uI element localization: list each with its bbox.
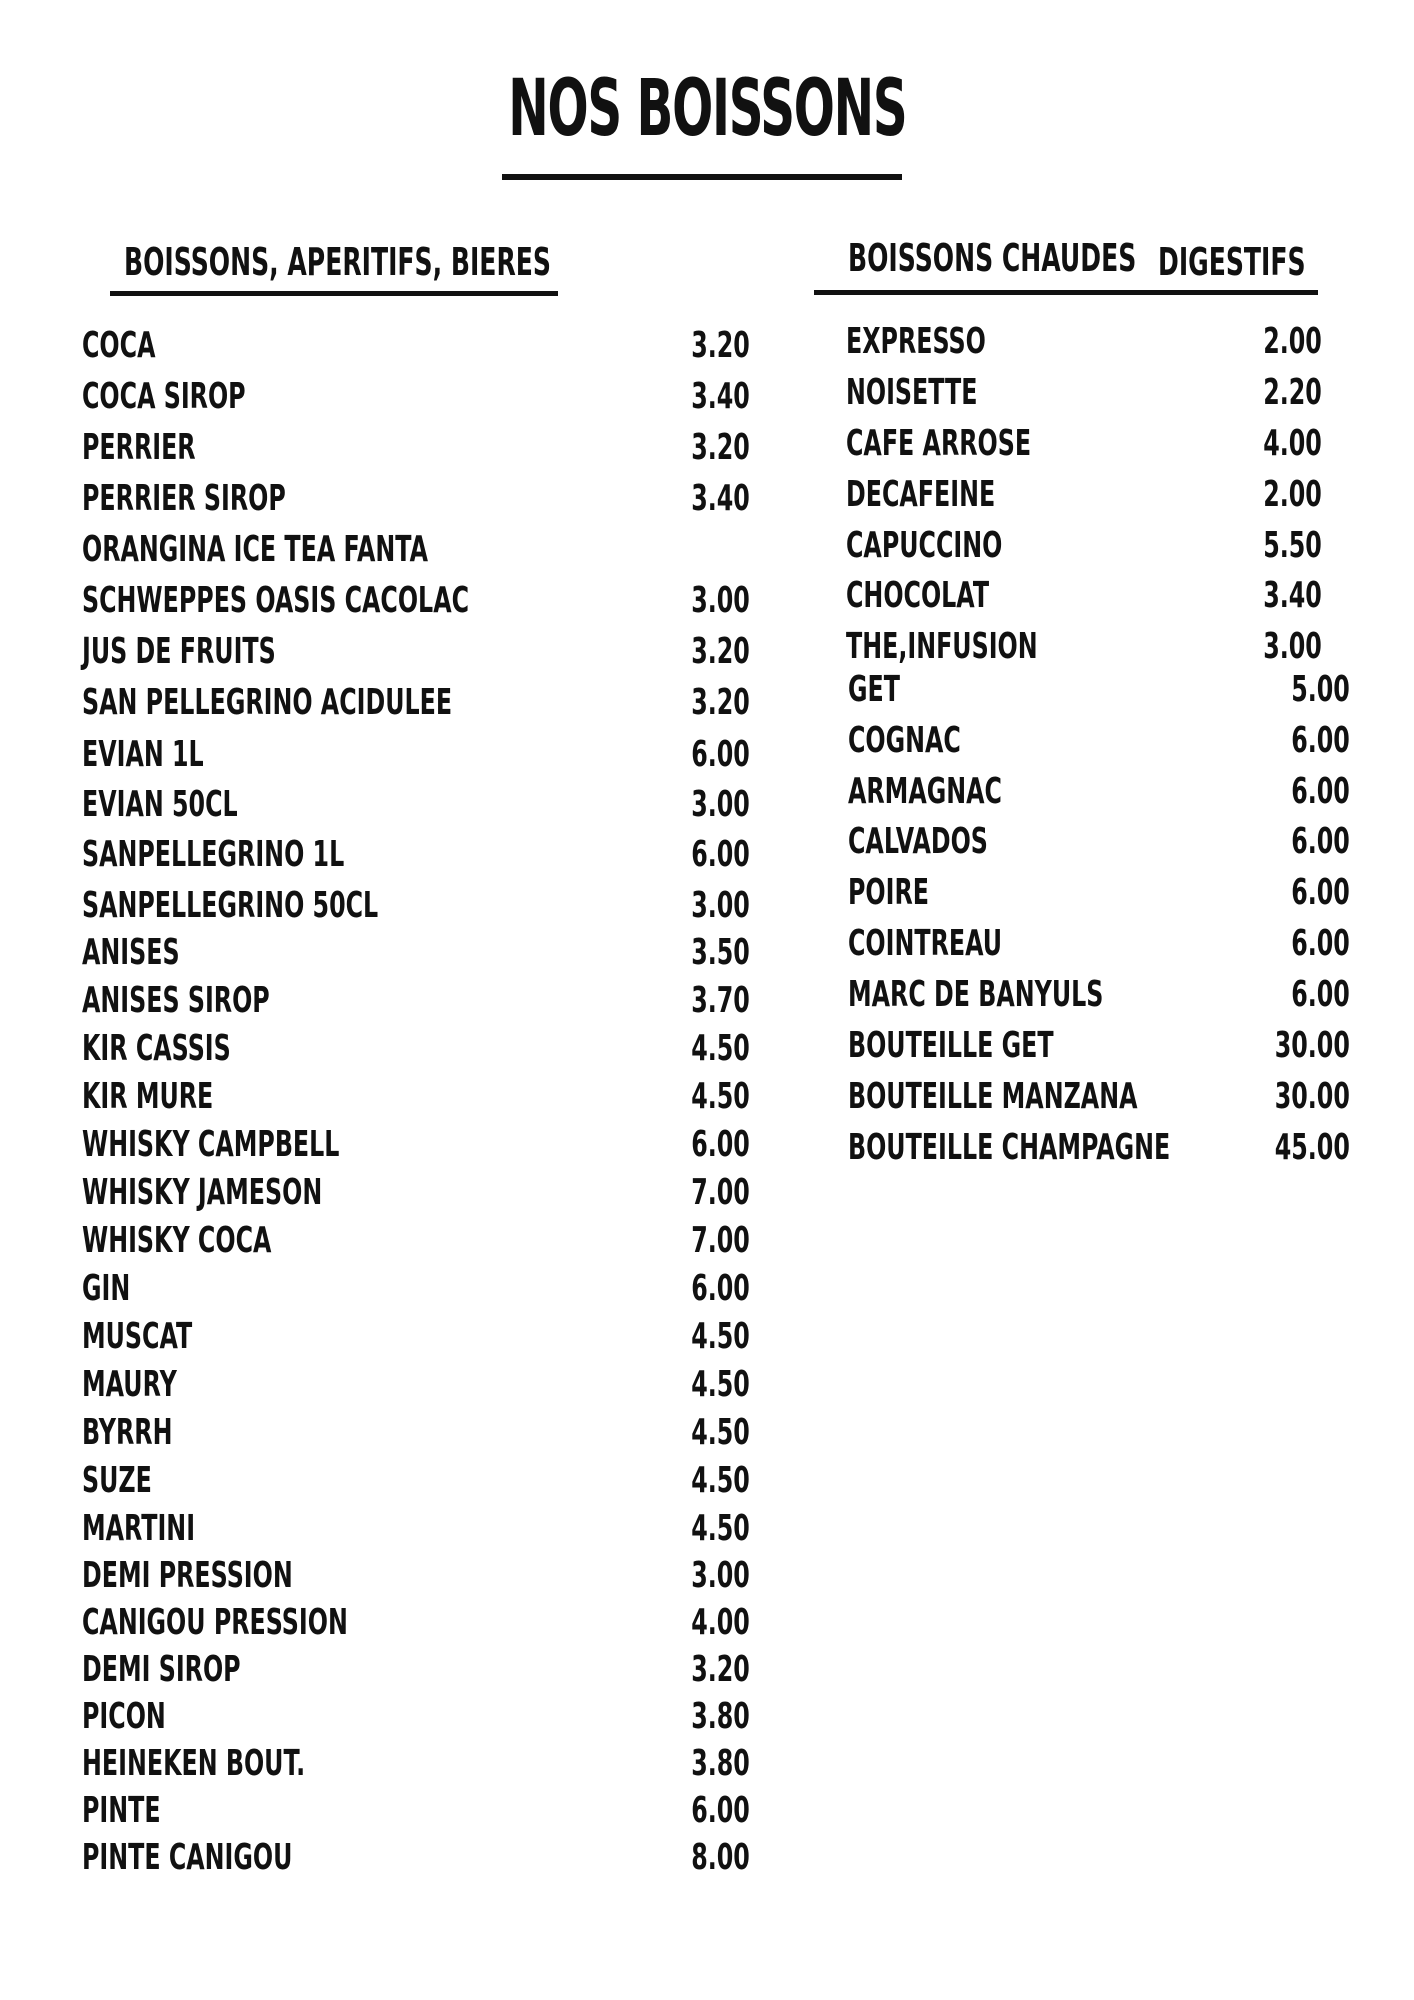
item-name: DECAFEINE — [846, 474, 996, 515]
item-price: 4.00 — [691, 1602, 750, 1643]
item-price: 3.00 — [1263, 626, 1322, 667]
section-heading-boissons-chaudes: BOISSONS CHAUDES — [848, 236, 1137, 280]
menu-item — [82, 1269, 750, 1309]
item-price: 7.00 — [691, 1172, 750, 1213]
item-price: 6.00 — [1291, 821, 1350, 862]
menu-item — [82, 428, 750, 468]
item-name: BOUTEILLE CHAMPAGNE — [848, 1127, 1171, 1168]
item-price: 6.00 — [691, 1124, 750, 1165]
item-price: 3.80 — [691, 1696, 750, 1737]
menu-item — [82, 785, 750, 825]
drinks-list-digestifs — [848, 0, 1350, 1200]
page-title: NOS BOISSONS — [508, 64, 907, 154]
menu-item — [82, 1125, 750, 1165]
item-price: 5.00 — [1291, 669, 1350, 710]
item-price: 4.50 — [691, 1460, 750, 1501]
item-name: BOUTEILLE MANZANA — [848, 1076, 1138, 1117]
menu-item — [82, 1173, 750, 1213]
menu-item — [848, 975, 1350, 1015]
item-price: 6.00 — [1291, 974, 1350, 1015]
item-name: ANISES SIROP — [82, 980, 270, 1021]
item-price: 6.00 — [691, 734, 750, 775]
item-price: 6.00 — [691, 1790, 750, 1831]
menu-item — [82, 581, 750, 621]
item-name: NOISETTE — [846, 372, 978, 413]
item-price: 4.50 — [691, 1364, 750, 1405]
item-name: WHISKY COCA — [82, 1220, 272, 1261]
menu-item — [82, 632, 750, 672]
item-name: KIR CASSIS — [82, 1028, 231, 1069]
item-price: 30.00 — [1274, 1025, 1350, 1066]
item-price: 3.40 — [1263, 575, 1322, 616]
item-name: CHOCOLAT — [846, 575, 990, 616]
item-price: 6.00 — [1291, 923, 1350, 964]
item-price: 2.00 — [1263, 474, 1322, 515]
item-price: 6.00 — [1291, 720, 1350, 761]
item-price: 3.00 — [691, 580, 750, 621]
item-price: 2.20 — [1263, 372, 1322, 413]
item-price: 3.20 — [691, 325, 750, 366]
menu-item — [848, 1128, 1350, 1168]
item-price: 6.00 — [691, 1268, 750, 1309]
menu-item — [82, 1697, 750, 1737]
item-name: PERRIER — [82, 427, 196, 468]
menu-item — [82, 933, 750, 973]
item-price: 2.00 — [1263, 321, 1322, 362]
item-price: 4.50 — [691, 1412, 750, 1453]
item-name: COGNAC — [848, 720, 961, 761]
item-name: CANIGOU PRESSION — [82, 1602, 348, 1643]
item-name: KIR MURE — [82, 1076, 214, 1117]
menu-item — [82, 1365, 750, 1405]
menu-item — [82, 377, 750, 417]
item-name: BOUTEILLE GET — [848, 1025, 1054, 1066]
item-name: SCHWEPPES OASIS CACOLAC — [82, 580, 470, 621]
menu-item — [82, 1221, 750, 1261]
item-price: 3.70 — [691, 980, 750, 1021]
menu-item — [82, 1413, 750, 1453]
item-price: 3.40 — [691, 376, 750, 417]
item-price: 3.00 — [691, 885, 750, 926]
item-price: 3.20 — [691, 682, 750, 723]
drinks-list-boissons — [82, 0, 750, 2000]
menu-item — [82, 1603, 750, 1643]
item-name: DEMI PRESSION — [82, 1555, 293, 1596]
item-price: 3.00 — [691, 1555, 750, 1596]
menu-item — [82, 1029, 750, 1069]
item-name: GET — [848, 669, 900, 710]
item-price: 3.00 — [691, 784, 750, 825]
item-name: COCA — [82, 325, 156, 366]
menu-item — [82, 981, 750, 1021]
menu-item — [82, 1650, 750, 1690]
item-name: MUSCAT — [82, 1316, 193, 1357]
item-name: WHISKY JAMESON — [82, 1172, 323, 1213]
menu-item — [82, 1744, 750, 1784]
menu-item — [82, 1838, 750, 1878]
menu-item — [82, 1317, 750, 1357]
item-name: CAFE ARROSE — [846, 423, 1032, 464]
item-price: 5.50 — [1263, 525, 1322, 566]
item-name: SAN PELLEGRINO ACIDULEE — [82, 682, 453, 723]
menu-item — [848, 924, 1350, 964]
item-name: PINTE — [82, 1790, 161, 1831]
menu-item — [82, 1077, 750, 1117]
item-name: PERRIER SIROP — [82, 478, 286, 519]
item-name: CALVADOS — [848, 821, 988, 862]
item-name: SANPELLEGRINO 1L — [82, 834, 345, 875]
item-name: THE,INFUSION — [846, 626, 1038, 667]
menu-item — [848, 721, 1350, 761]
menu-item — [848, 670, 1350, 710]
item-price: 3.80 — [691, 1743, 750, 1784]
item-name: MAURY — [82, 1364, 177, 1405]
item-name: EVIAN 50CL — [82, 784, 238, 825]
item-price: 3.40 — [691, 478, 750, 519]
item-name: MARTINI — [82, 1508, 196, 1549]
item-price: 4.00 — [1263, 423, 1322, 464]
menu-item — [848, 1026, 1350, 1066]
menu-item — [82, 1556, 750, 1596]
item-name: EXPRESSO — [846, 321, 986, 362]
item-name: BYRRH — [82, 1412, 173, 1453]
menu-item — [848, 873, 1350, 913]
item-name: PICON — [82, 1696, 166, 1737]
menu-item — [82, 886, 750, 926]
item-name: HEINEKEN BOUT. — [82, 1743, 306, 1784]
item-price: 6.00 — [1291, 771, 1350, 812]
item-price: 4.50 — [691, 1076, 750, 1117]
section-heading-digestifs: DIGESTIFS — [1158, 240, 1306, 284]
menu-item — [82, 735, 750, 775]
menu-item — [82, 1461, 750, 1501]
item-name: EVIAN 1L — [82, 734, 204, 775]
item-price: 4.50 — [691, 1028, 750, 1069]
menu-item — [848, 822, 1350, 862]
item-name: ANISES — [82, 932, 180, 973]
menu-item — [848, 772, 1350, 812]
item-name: GIN — [82, 1268, 131, 1309]
item-name: JUS DE FRUITS — [82, 631, 276, 672]
menu-item — [82, 530, 750, 570]
item-price: 6.00 — [691, 834, 750, 875]
item-name: SUZE — [82, 1460, 152, 1501]
item-price: 45.00 — [1274, 1127, 1350, 1168]
item-name: ARMAGNAC — [848, 771, 1002, 812]
menu-item — [82, 1509, 750, 1549]
menu-item — [82, 326, 750, 366]
item-price: 3.50 — [691, 932, 750, 973]
item-name: DEMI SIROP — [82, 1649, 241, 1690]
item-name: COCA SIROP — [82, 376, 246, 417]
item-price: 3.20 — [691, 631, 750, 672]
menu-item — [82, 1791, 750, 1831]
menu-item — [82, 479, 750, 519]
item-name: CAPUCCINO — [846, 525, 1003, 566]
item-price: 6.00 — [1291, 872, 1350, 913]
menu-item — [82, 683, 750, 723]
item-price: 4.50 — [691, 1316, 750, 1357]
item-name: MARC DE BANYULS — [848, 974, 1104, 1015]
item-price: 3.20 — [691, 1649, 750, 1690]
item-price: 7.00 — [691, 1220, 750, 1261]
menu-item — [848, 1077, 1350, 1117]
item-name: COINTREAU — [848, 923, 1003, 964]
item-name: ORANGINA ICE TEA FANTA — [82, 529, 429, 570]
item-name: SANPELLEGRINO 50CL — [82, 885, 379, 926]
item-name: POIRE — [848, 872, 929, 913]
item-price: 3.20 — [691, 427, 750, 468]
item-price: 30.00 — [1274, 1076, 1350, 1117]
menu-item — [82, 835, 750, 875]
item-name: WHISKY CAMPBELL — [82, 1124, 340, 1165]
item-name: PINTE CANIGOU — [82, 1837, 293, 1878]
item-price: 8.00 — [691, 1837, 750, 1878]
section-heading-boissons: BOISSONS, APERITIFS, BIERES — [124, 240, 551, 284]
item-price: 4.50 — [691, 1508, 750, 1549]
